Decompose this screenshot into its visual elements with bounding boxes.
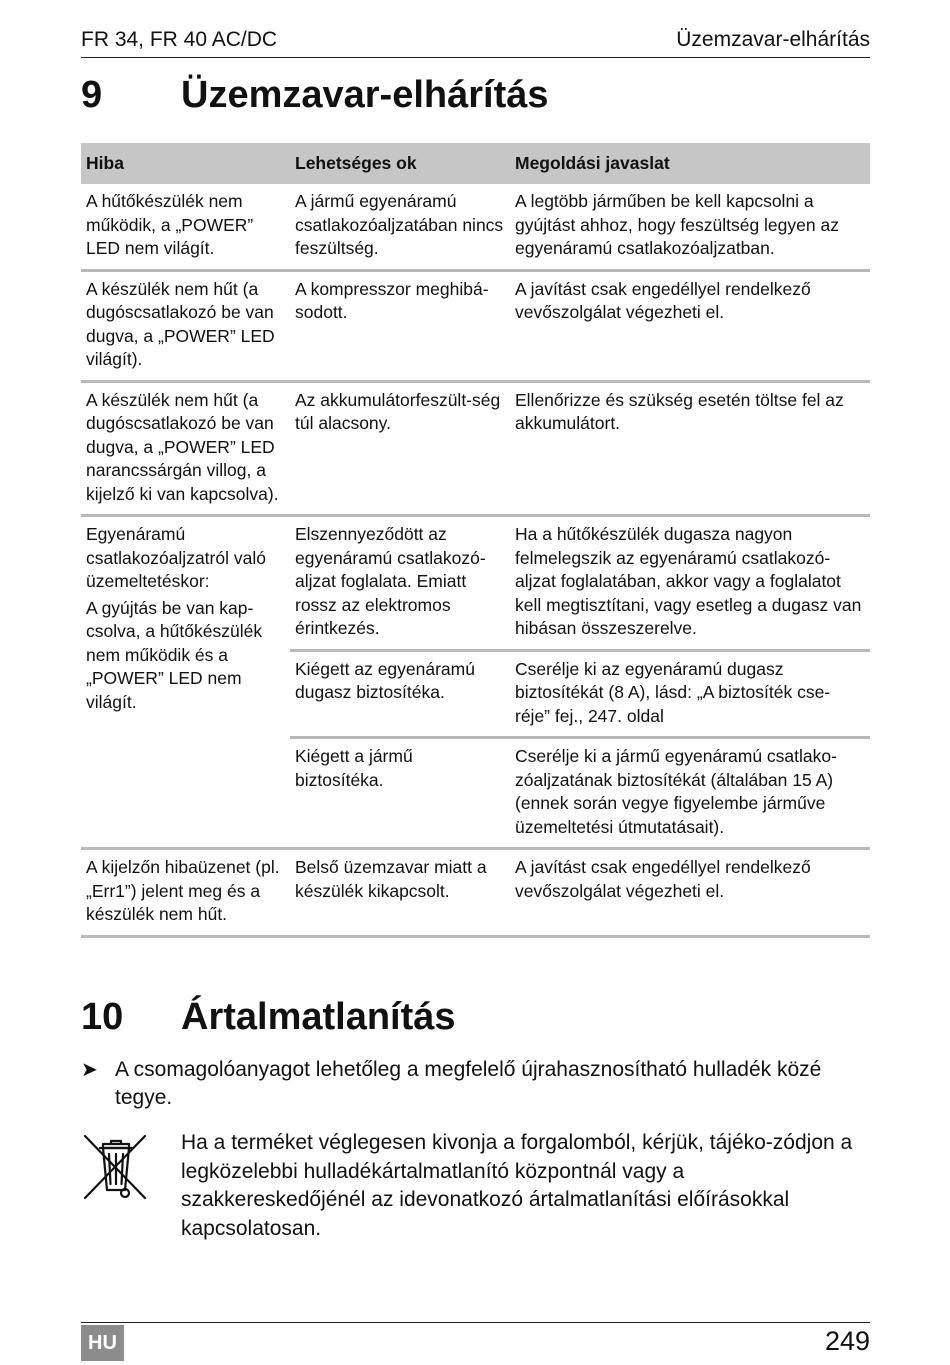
header-model: FR 34, FR 40 AC/DC	[81, 28, 278, 51]
header-section: Üzemzavar-elhárítás	[676, 28, 870, 51]
arrow-bullet-icon: ➤	[81, 1059, 98, 1081]
section-10-heading	[81, 996, 456, 1039]
cause-cell: Az akkumulátorfeszült-ség túl alacsony.	[290, 381, 510, 516]
remedy-cell: Cserélje ki az egyenáramú dugasz biztosítékát (8 A), lásd: „A biztosíték cse-réje” fej., 247. oldal	[510, 650, 870, 738]
fault-cell: A kijelzőn hibaüzenet (pl. „Err1”) jelent meg és a készülék nem hűt.	[81, 849, 290, 937]
cause-cell: Belső üzemzavar miatt a készülék kikapcsolt.	[290, 849, 510, 937]
language-badge: HU	[81, 1325, 124, 1361]
section-title: Üzemzavar-elhárítás	[181, 74, 549, 116]
table-row	[81, 516, 870, 651]
fault-cell	[81, 516, 290, 849]
fault-cell: A hűtőkészülék nem működik, a „POWER” LED nem világít.	[81, 184, 290, 270]
remedy-cell: A javítást csak engedéllyel rendelkező vevőszolgálat végezheti el.	[510, 849, 870, 937]
remedy-cell: A legtöbb járműben be kell kapcsolni a gyújtást ahhoz, hogy feszültség legyen az egyenáramú csatlakozóaljzatban.	[510, 184, 870, 270]
table-row	[81, 270, 870, 381]
troubleshooting-table	[81, 143, 870, 938]
cause-cell: A jármű egyenáramú csatlakozóaljzatában nincs feszültség.	[290, 184, 510, 270]
cause-cell: Kiégett a jármű biztosítéka.	[290, 738, 510, 849]
remedy-cell: Ha a hűtőkészülék dugasza nagyon felmelegszik az egyenáramú csatlakozó-aljzat foglalatában, akkor vagy a foglalatot kell megtisztítani, vagy esetleg a dugasz van hibásan összeszerelve.	[510, 516, 870, 651]
section-number: 10	[81, 996, 124, 1038]
fault-cell: A készülék nem hűt (a dugóscsatlakozó be van dugva, a „POWER” LED narancssárgán villog, a kijelző ki van kapcsolva).	[81, 381, 290, 516]
table-row	[81, 849, 870, 937]
remedy-cell: Cserélje ki a jármű egyenáramú csatlako-zóaljzatának biztosítékát (általában 15 A) (ennek során vegye figyelembe járműve üzemeltetési útmutatásait).	[510, 738, 870, 849]
remedy-cell: A javítást csak engedéllyel rendelkező vevőszolgálat végezheti el.	[510, 270, 870, 381]
page-number: 249	[824, 1326, 870, 1356]
column-header-cause: Lehetséges ok	[290, 143, 510, 184]
section-title: Ártalmatlanítás	[181, 996, 456, 1038]
crossed-out-wheelie-bin-icon	[81, 1132, 151, 1204]
instruction-text: A csomagolóanyagot lehetőleg a megfelelő újrahasznosítható hulladék közé tegye.	[115, 1058, 822, 1109]
footer-divider	[81, 1322, 870, 1323]
fault-description: A gyújtás be van kap-csolva, a hűtőkészülék nem működik és a „POWER” LED nem világít.	[86, 597, 263, 712]
cause-cell: Elszennyeződött az egyenáramú csatlakozó-aljzat foglalata. Emiatt rossz az elektromos érintkezés.	[290, 516, 510, 651]
fault-cell: A készülék nem hűt (a dugóscsatlakozó be van dugva, a „POWER” LED világít).	[81, 270, 290, 381]
cause-cell: A kompresszor meghibá-sodott.	[290, 270, 510, 381]
table-header-row	[81, 143, 870, 184]
fault-condition: Egyenáramú csatlakozóaljzatról való üzemeltetéskor:	[86, 524, 266, 591]
page-header	[81, 28, 870, 58]
column-header-fault: Hiba	[81, 143, 290, 184]
remedy-cell: Ellenőrizze és szükség esetén töltse fel az akkumulátort.	[510, 381, 870, 516]
column-header-remedy: Megoldási javaslat	[510, 143, 870, 184]
instruction-bullet	[81, 1056, 870, 1112]
table-row	[81, 381, 870, 516]
section-number: 9	[81, 74, 103, 116]
table-row	[81, 184, 870, 270]
section-9-heading	[81, 74, 549, 117]
cause-cell: Kiégett az egyenáramú dugasz biztosítéka.	[290, 650, 510, 738]
disposal-notice: Ha a terméket véglegesen kivonja a forgalomból, kérjük, tájéko-zódjon a legközelebbi hulladékártalmatlanító központnál vagy a szakkereskedőjénél az idevonatkozó ártalmatlanítási előírásokkal kapcsolatosan.	[181, 1131, 853, 1240]
